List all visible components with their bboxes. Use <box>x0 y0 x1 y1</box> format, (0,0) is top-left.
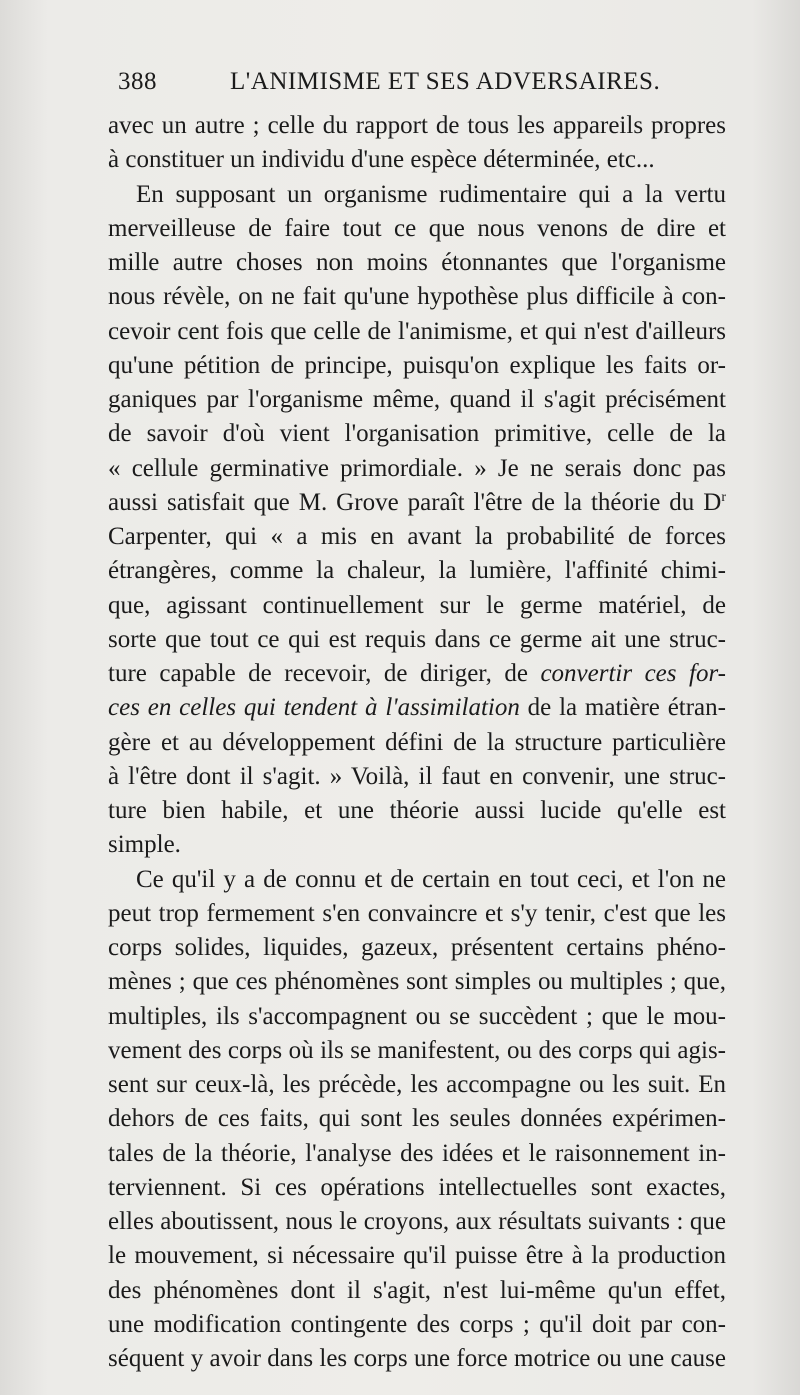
text-line: dehors de ces faits, qui sont les seules données expérimen- <box>108 1105 726 1133</box>
text-line: tales de la théorie, l'analyse des idées et le raisonnement in- <box>108 1139 726 1167</box>
text-line: gère et au développement défini de la structure particulière <box>108 728 726 756</box>
text-line: multiples, ils s'accompagnent ou se succèdent ; que le mou- <box>108 1002 726 1030</box>
text-line: avec un autre ; celle du rapport de tous les appareils propres <box>108 112 726 139</box>
page-number: 388 <box>118 68 157 95</box>
text-line: à constituer un individu d'une espèce déterminée, etc... <box>108 146 655 174</box>
text-line: sent sur ceux-là, les précède, les accompagne ou les suit. En <box>108 1071 726 1098</box>
text-line: nous révèle, on ne fait qu'une hypothèse plus difficile à con- <box>108 283 726 311</box>
text-line <box>108 691 726 725</box>
text-line <box>108 486 726 520</box>
text-line: mille autre choses non moins étonnantes que l'organisme <box>108 249 726 276</box>
text-line: simple. <box>108 831 181 859</box>
text-line: de savoir d'où vient l'organisation primitive, celle de la <box>108 420 726 448</box>
text-line: séquent y avoir dans les corps une force motrice ou une cause <box>108 1345 726 1372</box>
text-line: peut trop fermement s'en convaincre et s'y tenir, c'est que les <box>108 899 726 927</box>
text-line: « cellule germinative primordiale. » Je ne serais donc pas <box>108 454 726 482</box>
text-line: vement des corps où ils se manifestent, ou des corps qui agis- <box>108 1036 726 1064</box>
text-line: Carpenter, qui « a mis en avant la probabilité de forces <box>108 523 726 550</box>
text-line: corps solides, liquides, gazeux, présentent certains phéno- <box>108 934 726 961</box>
text-line: que, agissant continuellement sur le germe matériel, de <box>108 591 726 619</box>
text-line: merveilleuse de faire tout ce que nous venons de dire et <box>108 214 726 242</box>
text-line <box>108 657 726 691</box>
text-line: des phénomènes dont il s'agit, n'est lui-même qu'un effet, <box>108 1276 726 1304</box>
text-line: mènes ; que ces phénomènes sont simples ou multiples ; que, <box>108 968 726 996</box>
text-line: étrangères, comme la chaleur, la lumière, l'affinité chimi- <box>108 557 726 585</box>
text-line: elles aboutissent, nous le croyons, aux résultats suivants : que <box>108 1208 726 1235</box>
text-line: cevoir cent fois que celle de l'animisme, et qui n'est d'ailleurs <box>108 317 726 345</box>
text-line: En supposant un organisme rudimentaire qui a la vertu <box>136 180 726 208</box>
text-line: à l'être dont il s'agit. » Voilà, il faut en convenir, une struc- <box>108 762 726 790</box>
text-line: Ce qu'il y a de connu et de certain en tout ceci, et l'on ne <box>136 865 726 893</box>
text-line: une modification contingente des corps ; qu'il doit par con- <box>108 1310 726 1338</box>
text-line: qu'une pétition de principe, puisqu'on explique les faits or- <box>108 351 726 379</box>
italic-text: ces en celles qui tendent à l'assimilation <box>108 694 520 722</box>
text-line: sorte que tout ce qui est requis dans ce germe ait une struc- <box>108 625 726 653</box>
text-line: terviennent. Si ces opérations intellectuelles sont exactes, <box>108 1173 726 1201</box>
text-line: ture bien habile, et une théorie aussi lucide qu'elle est <box>108 797 726 824</box>
superscript: r <box>721 489 726 505</box>
running-head: L'ANIMISME ET SES ADVERSAIRES. <box>230 68 661 95</box>
text-line: le mouvement, si nécessaire qu'il puisse être à la production <box>108 1242 726 1270</box>
page-body-text <box>108 109 726 1376</box>
text-fragment: de la matière étran- <box>519 694 726 722</box>
text-line: ganiques par l'organisme même, quand il s'agit précisément <box>108 386 726 413</box>
text-fragment: aussi satisfait que M. Grove paraît l'être de la théorie du D <box>108 488 722 516</box>
page-header <box>118 68 718 108</box>
text-fragment: ture capable de recevoir, de diriger, de <box>108 660 541 687</box>
italic-text: convertir ces for- <box>540 660 726 687</box>
